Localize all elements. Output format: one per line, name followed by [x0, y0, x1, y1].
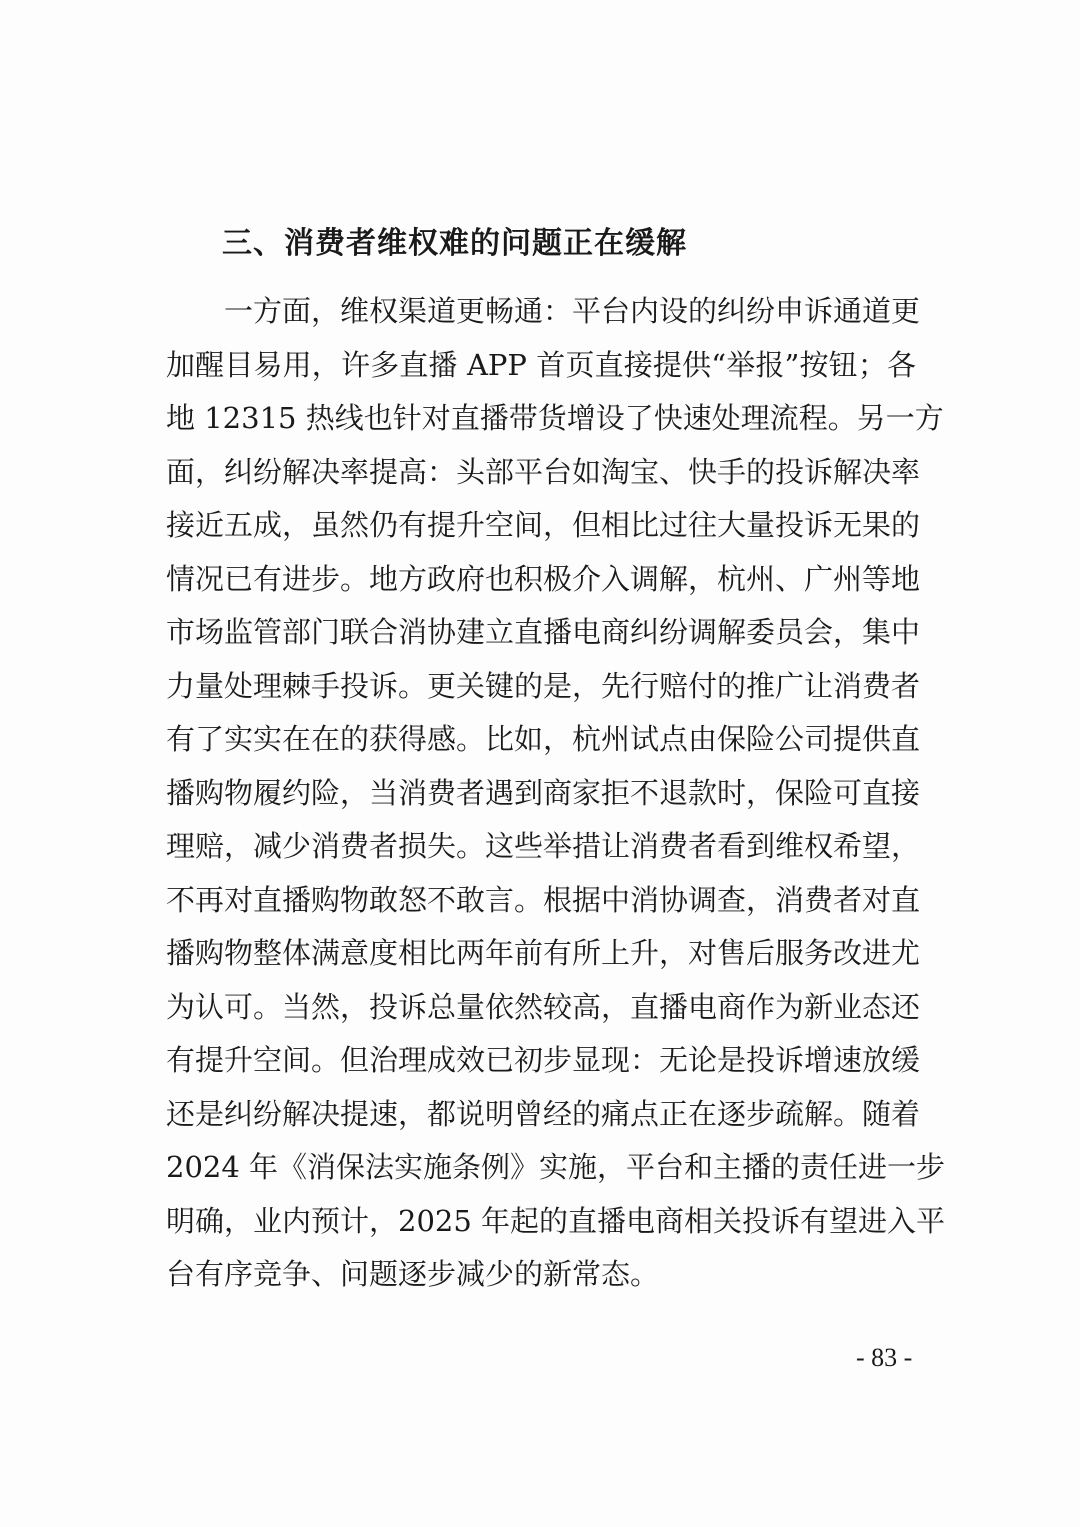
paragraph-line: 情况已有进步。地方政府也积极介入调解，杭州、广州等地 — [166, 562, 921, 596]
paragraph-line: 一方面，维权渠道更畅通：平台内设的纠纷申诉通道更 — [224, 294, 921, 328]
paragraph-line: 接近五成，虽然仍有提升空间，但相比过往大量投诉无果的 — [166, 508, 921, 542]
paragraph-line: 有了实实在在的获得感。比如，杭州试点由保险公司提供直 — [166, 722, 921, 756]
paragraph-line: 面，纠纷解决率提高：头部平台如淘宝、快手的投诉解决率 — [166, 455, 921, 489]
section-heading: 三、消费者维权难的问题正在缓解 — [222, 226, 687, 261]
page-number: - 83 - — [856, 1343, 913, 1372]
paragraph-line: 加醒目易用，许多直播 APP 首页直接提供“举报”按钮；各 — [166, 348, 916, 382]
paragraph-line: 理赔，减少消费者损失。这些举措让消费者看到维权希望， — [166, 829, 921, 863]
paragraph-line: 台有序竞争、问题逐步减少的新常态。 — [166, 1257, 660, 1291]
paragraph-line: 力量处理棘手投诉。更关键的是，先行赔付的推广让消费者 — [166, 669, 921, 703]
paragraph-line: 明确，业内预计，2025 年起的直播电商相关投诉有望进入平 — [166, 1204, 946, 1238]
paragraph-line: 播购物履约险，当消费者遇到商家拒不退款时，保险可直接 — [166, 776, 921, 810]
paragraph-line: 市场监管部门联合消协建立直播电商纠纷调解委员会，集中 — [166, 615, 921, 649]
paragraph-line: 地 12315 热线也针对直播带货增设了快速处理流程。另一方 — [166, 401, 944, 435]
paragraph-line: 有提升空间。但治理成效已初步显现：无论是投诉增速放缓 — [166, 1043, 921, 1077]
paragraph-line: 还是纠纷解决提速，都说明曾经的痛点正在逐步疏解。随着 — [166, 1097, 921, 1131]
paragraph-line: 为认可。当然，投诉总量依然较高，直播电商作为新业态还 — [166, 990, 921, 1024]
paragraph-line: 不再对直播购物敢怒不敢言。根据中消协调查，消费者对直 — [166, 883, 921, 917]
paragraph-line: 播购物整体满意度相比两年前有所上升，对售后服务改进尤 — [166, 936, 921, 970]
paragraph-line: 2024 年《消保法实施条例》实施，平台和主播的责任进一步 — [166, 1150, 946, 1184]
